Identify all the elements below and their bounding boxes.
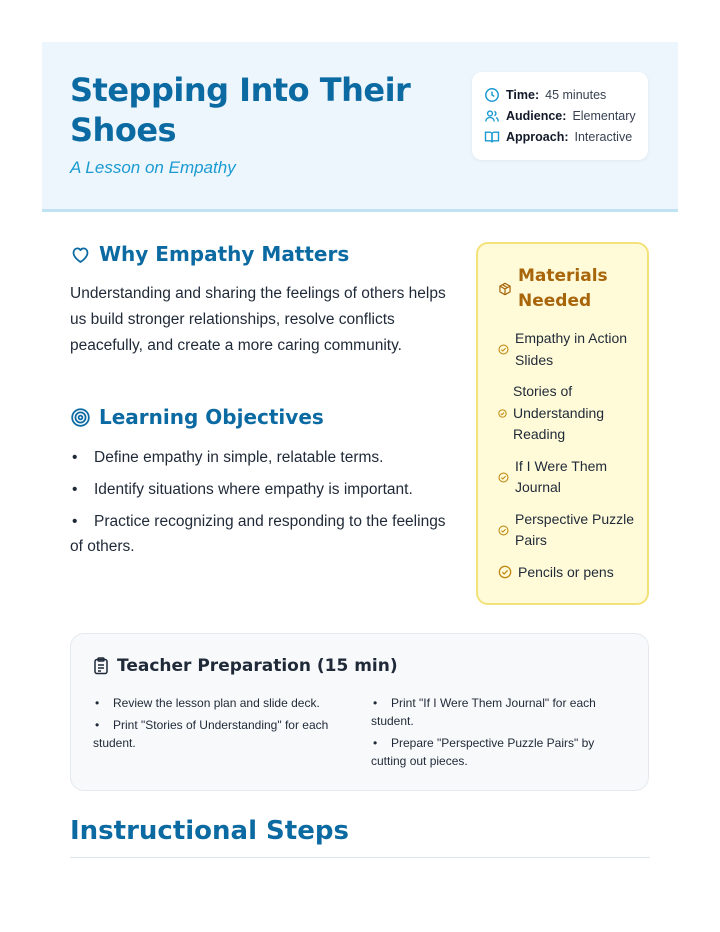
- heading-text: Teacher Preparation (15 min): [117, 656, 398, 676]
- clipboard-icon: [93, 657, 109, 675]
- lesson-info-card: [472, 72, 648, 160]
- material-label: If I Were Them Journal: [515, 457, 608, 495]
- why-empathy-text: Understanding and sharing the feelings of others helps us build stronger relationships, resolve conflicts peacefully, and create a more caring community.: [70, 285, 446, 354]
- check-circle-icon: [498, 472, 509, 483]
- teacher-preparation-heading: [93, 656, 398, 676]
- info-value: Interactive: [574, 129, 633, 144]
- learning-objectives-heading: [70, 405, 324, 429]
- page-title: Stepping Into Their Shoes: [70, 71, 411, 149]
- material-label: Perspective Puzzle Pairs: [515, 510, 635, 548]
- info-value: 45 minutes: [545, 87, 607, 102]
- list-item: • Prepare "Perspective Puzzle Pairs" by cutting out pieces.: [371, 734, 621, 770]
- divider: [70, 857, 650, 858]
- list-item: • Identify situations where empathy is important.: [70, 477, 450, 502]
- material-label: Pencils or pens: [518, 563, 614, 580]
- material-label: Empathy in Action Slides: [515, 330, 628, 368]
- target-icon: [70, 407, 91, 428]
- heading-text: Materials Needed: [518, 266, 608, 311]
- prep-list-left: [93, 694, 343, 756]
- materials-heading: [498, 264, 618, 314]
- info-row-approach: [484, 126, 636, 147]
- list-item: [498, 381, 638, 446]
- check-circle-icon: [498, 344, 509, 355]
- list-item: • Define empathy in simple, relatable terms.: [70, 445, 450, 470]
- page-subtitle: A Lesson on Empathy: [70, 158, 236, 177]
- objectives-list: [70, 445, 450, 566]
- materials-card: [476, 242, 649, 605]
- list-item: [498, 509, 638, 552]
- lesson-header: [42, 42, 678, 212]
- package-icon: [498, 282, 512, 296]
- clock-icon: [484, 87, 500, 103]
- teacher-preparation-card: [70, 633, 649, 791]
- materials-list: [498, 328, 638, 593]
- info-label: Time:: [506, 87, 540, 102]
- why-empathy-heading: [70, 242, 349, 266]
- info-row-audience: [484, 105, 636, 126]
- list-item: [498, 456, 638, 499]
- list-item: • Print "If I Were Them Journal" for each student.: [371, 694, 621, 730]
- check-circle-icon: [498, 565, 512, 579]
- users-icon: [484, 108, 500, 124]
- instructional-steps-heading: Instructional Steps: [70, 816, 349, 846]
- list-item: [498, 328, 638, 371]
- material-label: Stories of Understanding Reading: [513, 383, 605, 442]
- heading-text: Why Empathy Matters: [99, 242, 350, 266]
- info-row-time: [484, 84, 636, 105]
- check-circle-icon: [498, 409, 507, 418]
- heading-text: Learning Objectives: [99, 405, 324, 429]
- book-icon: [484, 129, 500, 145]
- info-value: Elementary: [572, 108, 636, 123]
- list-item: • Review the lesson plan and slide deck.: [93, 694, 343, 712]
- list-item: [498, 562, 638, 584]
- prep-list-right: [371, 694, 621, 774]
- heart-icon: [70, 244, 91, 265]
- check-circle-icon: [498, 525, 509, 536]
- list-item: • Print "Stories of Understanding" for each student.: [93, 716, 343, 752]
- info-label: Audience:: [506, 108, 567, 123]
- info-label: Approach:: [506, 129, 569, 144]
- list-item: • Practice recognizing and responding to the feelings of others.: [70, 509, 450, 559]
